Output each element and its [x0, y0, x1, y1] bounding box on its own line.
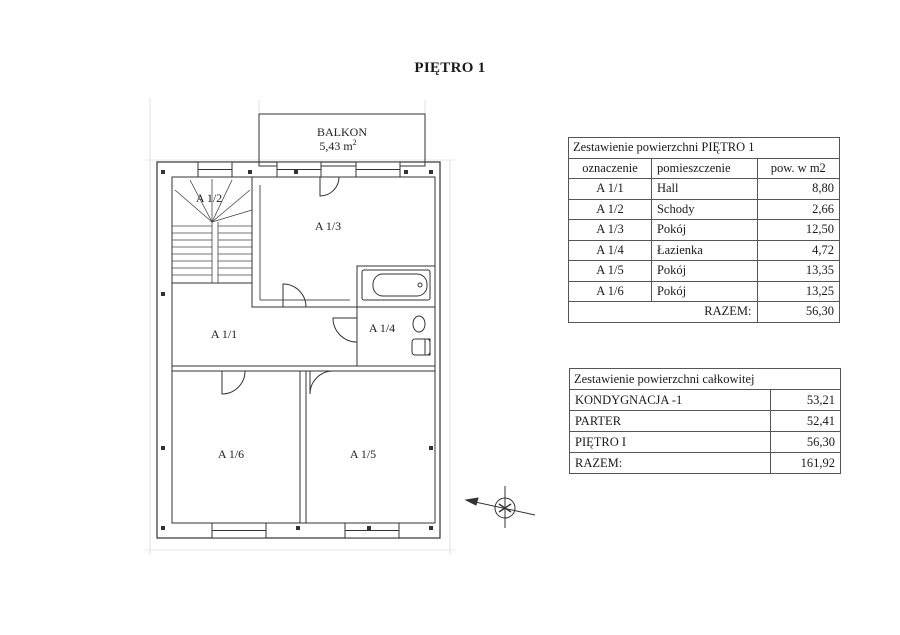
total-value: 161,92	[771, 453, 841, 474]
total-label: RAZEM:	[570, 453, 771, 474]
table-row	[569, 179, 840, 200]
table-header-row	[569, 158, 840, 179]
table-row	[569, 220, 840, 241]
column-header: oznaczenie	[569, 158, 652, 179]
inner-wall-line	[172, 177, 435, 523]
room-name: Pokój	[651, 220, 757, 241]
room-a12-label: A 1/2	[195, 191, 223, 205]
room-name: Schody	[651, 199, 757, 220]
room-area: 12,50	[757, 220, 839, 241]
table-row	[569, 281, 840, 302]
page-title: PIĘTRO 1	[414, 60, 486, 76]
room-a16-label: A 1/6	[217, 447, 245, 461]
level-name: PIĘTRO I	[570, 432, 771, 453]
room-name: Hall	[651, 179, 757, 200]
table-row	[569, 261, 840, 282]
sink	[413, 316, 425, 332]
table-caption: Zestawienie powierzchni PIĘTRO 1	[569, 138, 840, 159]
table-caption: Zestawienie powierzchni całkowitej	[570, 369, 841, 390]
level-name: KONDYGNACJA -1	[570, 390, 771, 411]
total-value: 56,30	[757, 302, 839, 323]
room-a15-label: A 1/5	[349, 447, 377, 461]
outer-wall	[157, 162, 440, 538]
room-id: A 1/6	[569, 281, 652, 302]
room-area: 8,80	[757, 179, 839, 200]
level-name: PARTER	[570, 411, 771, 432]
room-area: 13,35	[757, 261, 839, 282]
room-area: 2,66	[757, 199, 839, 220]
room-a11-label: A 1/1	[210, 327, 238, 341]
level-area: 52,41	[771, 411, 841, 432]
table-row	[569, 199, 840, 220]
room-area: 13,25	[757, 281, 839, 302]
total-label: RAZEM:	[569, 302, 758, 323]
table-row	[570, 432, 841, 453]
room-id: A 1/1	[569, 179, 652, 200]
compass-icon	[466, 486, 535, 528]
bathroom-outline	[357, 266, 435, 366]
column-header: pow. w m2	[757, 158, 839, 179]
column-header: pomieszczenie	[651, 158, 757, 179]
room-id: A 1/5	[569, 261, 652, 282]
toilet	[412, 339, 430, 355]
room-a14-label: A 1/4	[368, 321, 396, 335]
table-total-row	[569, 302, 840, 323]
table-row	[570, 390, 841, 411]
room-area: 4,72	[757, 240, 839, 261]
floor-area-table	[568, 137, 840, 323]
room-a13-label: A 1/3	[314, 219, 342, 233]
balcony-label: BALKON	[317, 125, 367, 139]
room-name: Pokój	[651, 281, 757, 302]
level-area: 53,21	[771, 390, 841, 411]
table-total-row	[570, 453, 841, 474]
room-a13-outline	[252, 177, 435, 307]
room-id: A 1/3	[569, 220, 652, 241]
total-area-table	[569, 368, 841, 474]
table-row	[570, 411, 841, 432]
room-name: Łazienka	[651, 240, 757, 261]
room-id: A 1/4	[569, 240, 652, 261]
balcony-area: 5,43 $m^2$	[319, 138, 357, 153]
table-row	[569, 240, 840, 261]
room-id: A 1/2	[569, 199, 652, 220]
room-name: Pokój	[651, 261, 757, 282]
level-area: 56,30	[771, 432, 841, 453]
